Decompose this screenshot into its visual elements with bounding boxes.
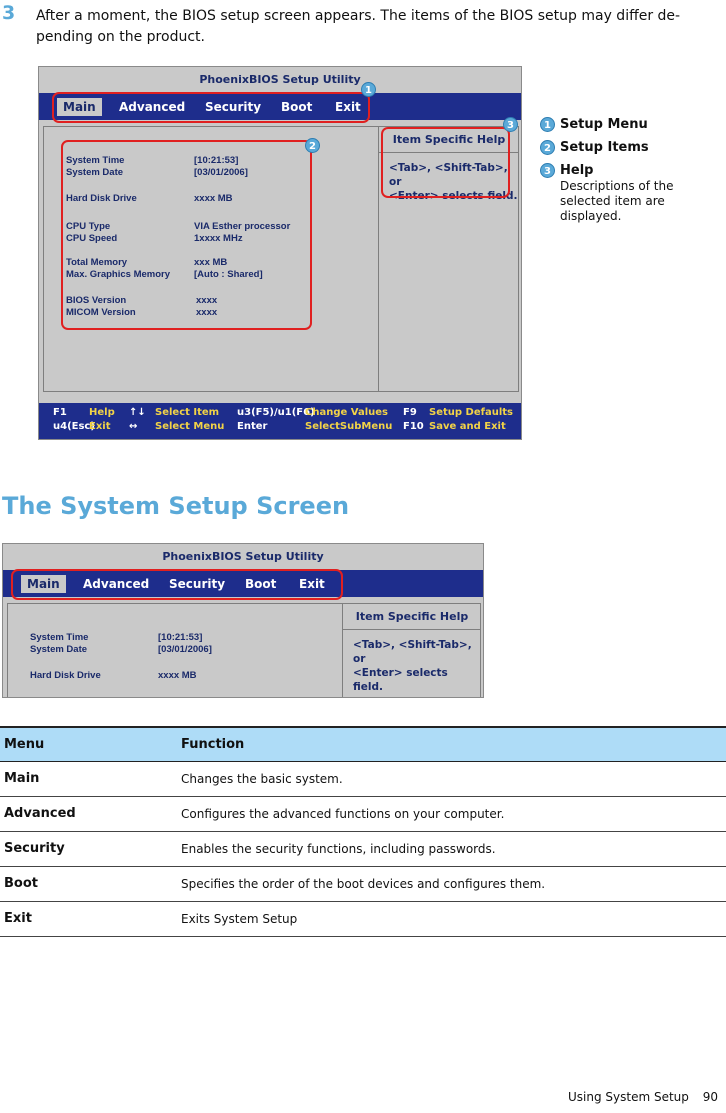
menu-function-table <box>0 726 726 937</box>
bios-screenshot-small <box>2 543 484 698</box>
bios-item-value: [03/01/2006] <box>158 644 212 655</box>
bios-help-text <box>353 638 481 694</box>
bios-menu-security: Security <box>169 577 226 591</box>
badge-3-icon: 3 <box>503 117 518 132</box>
bios-item-value: xxxx MB <box>194 193 233 204</box>
bios-menu-main: Main <box>21 575 66 593</box>
legend-item-help <box>540 162 720 224</box>
bios-item-label: System Time <box>30 632 89 643</box>
bios-help-line-2: <Enter> selects field. <box>353 667 448 693</box>
table-row <box>0 797 726 832</box>
bios-item-label: CPU Type <box>66 221 111 232</box>
highlight-setup-items <box>61 140 312 330</box>
row-menu: Main <box>4 771 40 786</box>
row-function: Enables the security functions, including passwords. <box>181 842 496 856</box>
bios-item-label: System Date <box>30 644 88 655</box>
legend-item-setup-items <box>540 139 720 156</box>
header-menu: Menu <box>4 737 45 752</box>
legend-item-setup-menu <box>540 116 720 133</box>
bios-item-value: xxxx MB <box>158 670 197 681</box>
bios-key-arrows-lr: ↔ <box>129 421 138 432</box>
bios-key-esc: u4(Esc) <box>53 421 95 432</box>
legend-badge-3-icon: 3 <box>540 163 555 178</box>
bios-item-label: Total Memory <box>66 257 128 268</box>
bios-menu-boot: Boot <box>281 100 313 114</box>
bios-key-exit: Exit <box>89 421 111 432</box>
bios-menu-exit: Exit <box>299 577 325 591</box>
bios-item-label: BIOS Version <box>66 295 127 306</box>
bios-footer <box>39 403 521 439</box>
bios-help-column <box>342 604 481 698</box>
bios-body <box>7 603 481 698</box>
legend-badge-2-icon: 2 <box>540 140 555 155</box>
bios-item-value: [10:21:53] <box>194 155 239 166</box>
bios-item-value: [10:21:53] <box>158 632 203 643</box>
highlight-setup-menu <box>52 92 370 123</box>
bios-title: PhoenixBIOS Setup Utility <box>199 73 361 86</box>
bios-key-arrows-ud: ↑↓ <box>129 407 146 418</box>
bios-key-select-submenu: SelectSubMenu <box>305 421 393 432</box>
bios-key-f1: F1 <box>53 407 67 418</box>
bios-item-label: System Time <box>66 155 125 166</box>
badge-2-icon: 2 <box>305 138 320 153</box>
bios-item-label: CPU Speed <box>66 233 118 244</box>
bios-help-title: Item Specific Help <box>379 127 519 153</box>
table-row <box>0 867 726 902</box>
bios-item-label: Hard Disk Drive <box>66 193 137 204</box>
row-function: Exits System Setup <box>181 912 298 926</box>
step-number: 3 <box>2 2 16 24</box>
bios-item-label: Max. Graphics Memory <box>66 269 171 280</box>
bios-menu-security: Security <box>205 100 262 114</box>
bios-menu-advanced: Advanced <box>83 577 150 591</box>
footer-section: Using System Setup <box>567 1090 689 1104</box>
bios-help-title: Item Specific Help <box>343 604 481 630</box>
legend-label: Setup Menu <box>560 117 648 132</box>
legend-label: Help <box>560 163 594 178</box>
bios-item-value: VIA Esther processor <box>194 221 291 232</box>
bios-key-help: Help <box>89 407 115 418</box>
table-row <box>0 832 726 867</box>
bios-item-value: xxxx <box>196 295 218 306</box>
row-function: Changes the basic system. <box>181 772 343 786</box>
bios-help-line-1: <Tab>, <Shift-Tab>, or <box>389 162 508 188</box>
bios-item-label: Hard Disk Drive <box>30 670 101 681</box>
bios-key-f9: F9 <box>403 407 417 418</box>
bios-item-value: xxxx <box>196 307 218 318</box>
footer-page-number: 90 <box>702 1090 718 1104</box>
bios-key-f10: F10 <box>403 421 424 432</box>
highlight-help <box>381 127 510 198</box>
bios-help-line-2: <Enter> selects field. <box>389 190 518 202</box>
bios-item-value: xxx MB <box>194 257 228 268</box>
bios-item-value: 1xxxx MHz <box>194 233 243 244</box>
bios-title: PhoenixBIOS Setup Utility <box>162 550 324 563</box>
legend-badge-1-icon: 1 <box>540 117 555 132</box>
badge-1-icon: 1 <box>361 82 376 97</box>
row-menu: Advanced <box>4 806 76 821</box>
bios-key-setup-defaults: Setup Defaults <box>429 407 513 418</box>
bios-item-value: [Auto : Shared] <box>194 269 263 280</box>
bios-item-label: MICOM Version <box>66 307 136 318</box>
bios-key-change: u3(F5)/u1(F6) <box>237 407 315 418</box>
bios-item-label: System Date <box>66 167 124 178</box>
row-menu: Boot <box>4 876 38 891</box>
bios-menu-boot: Boot <box>245 577 277 591</box>
table-header <box>0 728 726 762</box>
bios-key-select-item: Select Item <box>155 407 220 418</box>
row-function: Configures the advanced functions on your computer. <box>181 807 505 821</box>
bios-item-value: [03/01/2006] <box>194 167 248 178</box>
row-menu: Security <box>4 841 65 856</box>
step-text: After a moment, the BIOS setup screen appears. The items of the BIOS setup may differ de-pending on the product. <box>36 8 681 45</box>
table-row <box>0 902 726 937</box>
bios-menu-main: Main <box>57 98 102 116</box>
bios-key-enter: Enter <box>237 421 268 432</box>
bios-menu-advanced: Advanced <box>119 100 186 114</box>
bios-key-select-menu: Select Menu <box>155 421 225 432</box>
page-footer <box>558 1090 718 1104</box>
bios-menu-exit: Exit <box>335 100 361 114</box>
row-menu: Exit <box>4 911 32 926</box>
bios-key-change-values: Change Values <box>305 407 388 418</box>
legend-description: Descriptions of the selected item are displayed. <box>560 179 674 223</box>
highlight-setup-menu-small <box>11 569 343 600</box>
section-title: The System Setup Screen <box>2 492 350 520</box>
legend-label: Setup Items <box>560 140 649 155</box>
bios-help-line-1: <Tab>, <Shift-Tab>, or <box>353 639 472 665</box>
row-function: Specifies the order of the boot devices and configures them. <box>181 877 546 891</box>
table-row <box>0 762 726 797</box>
header-function: Function <box>181 737 245 752</box>
bios-key-save-exit: Save and Exit <box>429 421 506 432</box>
callout-legend <box>540 116 720 230</box>
